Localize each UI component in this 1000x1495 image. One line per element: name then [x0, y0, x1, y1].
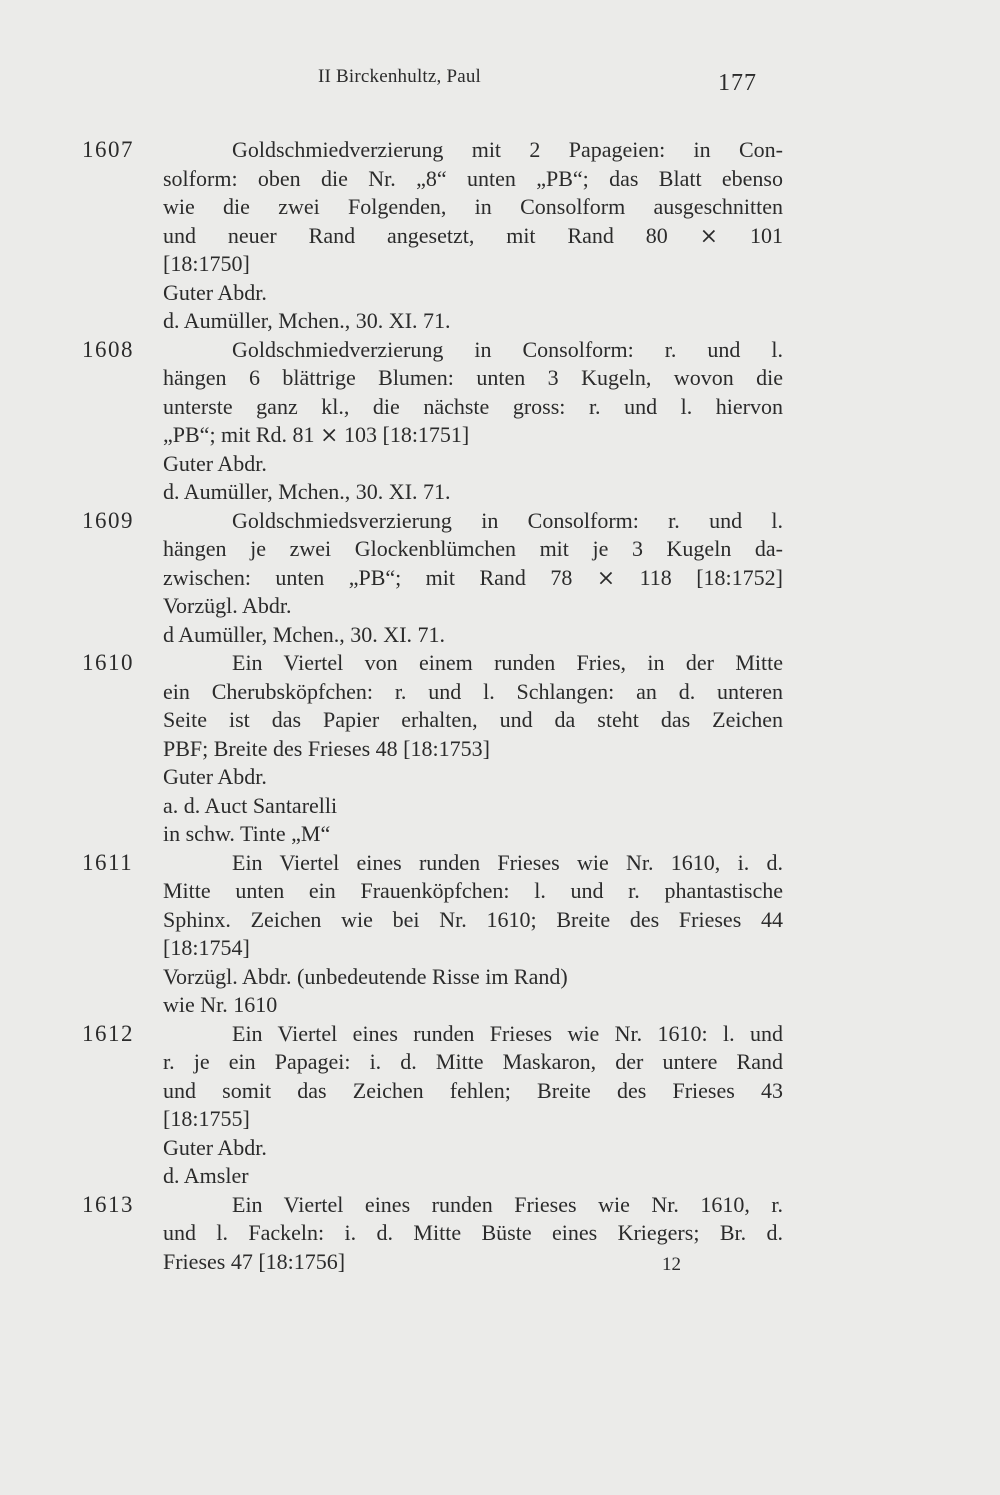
entry-line: wie die zwei Folgenden, in Consolform ausgeschnitten — [163, 194, 783, 219]
entry-line: Vorzügl. Abdr. (unbedeutende Risse im Rand) — [163, 963, 568, 989]
entry-line: Seite ist das Papier erhalten, und da steht das Zeichen — [163, 707, 783, 732]
entry-line: Ein Viertel eines runden Frieses wie Nr. 1610, r. — [232, 1191, 783, 1217]
entry-line: d. Aumüller, Mchen., 30. XI. 71. — [163, 308, 451, 333]
catalogue-entry — [0, 136, 1000, 336]
entry-line: wie Nr. 1610 — [163, 992, 278, 1017]
entry-line: hängen je zwei Glockenblümchen mit je 3 Kugeln da- — [163, 536, 783, 561]
entry-line: zwischen: unten „PB“; mit Rand 78 ⨯ 118 [18:1752] — [163, 564, 783, 590]
entry-line: Ein Viertel von einem runden Fries, in der Mitte — [232, 650, 783, 675]
catalogue-entry — [0, 1020, 1000, 1191]
entry-line: d. Aumüller, Mchen., 30. XI. 71. — [163, 479, 451, 504]
entry-line: [18:1754] — [163, 935, 250, 960]
entry-line: Guter Abdr. — [163, 279, 267, 305]
catalogue-entries — [0, 136, 1000, 1276]
entry-line: Frieses 47 [18:1756] — [163, 1248, 346, 1274]
entry-number: 1613 — [82, 1191, 134, 1217]
entry-line: Guter Abdr. — [163, 764, 267, 789]
catalogue-entry — [0, 1191, 1000, 1277]
entry-line: ein Cherubsköpfchen: r. und l. Schlangen: an d. unteren — [163, 678, 783, 704]
entry-line: d. Amsler — [163, 1163, 249, 1188]
page-number: 177 — [718, 70, 757, 96]
entry-line: und somit das Zeichen fehlen; Breite des Frieses 43 — [163, 1077, 783, 1103]
entry-text — [163, 136, 783, 336]
entry-line: in schw. Tinte „M“ — [163, 821, 331, 846]
entry-number: 1607 — [82, 137, 134, 162]
catalogue-entry — [0, 507, 1000, 650]
entry-line: Ein Viertel eines runden Frieses wie Nr. 1610, i. d. — [232, 849, 783, 875]
entry-line: [18:1755] — [163, 1106, 250, 1131]
entry-line: Vorzügl. Abdr. — [163, 593, 292, 618]
entry-line: solform: oben die Nr. „8“ unten „PB“; das Blatt ebenso — [163, 165, 783, 191]
entry-line: hängen 6 blättrige Blumen: unten 3 Kugeln, wovon die — [163, 365, 783, 390]
entry-text — [163, 1191, 783, 1277]
entry-text — [163, 336, 783, 507]
entry-text — [163, 849, 783, 1020]
entry-number: 1608 — [82, 336, 134, 362]
entry-line: Goldschmiedverzierung in Consolform: r. und l. — [232, 336, 783, 362]
entry-line: Guter Abdr. — [163, 1134, 267, 1160]
entry-line: „PB“; mit Rd. 81 ⨯ 103 [18:1751] — [163, 422, 470, 447]
entry-line: d Aumüller, Mchen., 30. XI. 71. — [163, 621, 446, 647]
entry-number: 1609 — [82, 507, 134, 533]
catalogue-entry — [0, 649, 1000, 849]
entry-line: Sphinx. Zeichen wie bei Nr. 1610; Breite des Frieses 44 — [163, 906, 783, 932]
entry-number: 1612 — [82, 1020, 134, 1046]
entry-line: unterste ganz kl., die nächste gross: r. und l. hiervon — [163, 393, 783, 419]
entry-line: PBF; Breite des Frieses 48 [18:1753] — [163, 735, 490, 761]
entry-line: a. d. Auct Santarelli — [163, 792, 338, 818]
signature-mark: 12 — [662, 1254, 681, 1275]
entry-line: Mitte unten ein Frauenköpfchen: l. und r. phantastische — [163, 878, 783, 903]
entry-line: Goldschmiedverzierung mit 2 Papageien: in Con- — [232, 137, 783, 162]
entry-line: Ein Viertel eines runden Frieses wie Nr. 1610: l. und — [232, 1020, 783, 1046]
entry-text — [163, 649, 783, 849]
entry-number: 1610 — [82, 650, 134, 675]
entry-line: und neuer Rand angesetzt, mit Rand 80 ⨯ 101 — [163, 222, 783, 248]
entry-line: r. je ein Papagei: i. d. Mitte Maskaron, der untere Rand — [163, 1049, 783, 1074]
entry-line: Guter Abdr. — [163, 450, 267, 476]
entry-line: [18:1750] — [163, 251, 250, 276]
running-title: II Birckenhultz, Paul — [318, 66, 482, 87]
catalogue-entry — [0, 849, 1000, 1020]
entry-text — [163, 1020, 783, 1191]
entry-text — [163, 507, 783, 650]
entry-line: Goldschmiedsverzierung in Consolform: r. und l. — [232, 507, 783, 533]
entry-line: und l. Fackeln: i. d. Mitte Büste eines Kriegers; Br. d. — [163, 1220, 783, 1245]
catalogue-entry — [0, 336, 1000, 507]
entry-number: 1611 — [82, 849, 134, 875]
